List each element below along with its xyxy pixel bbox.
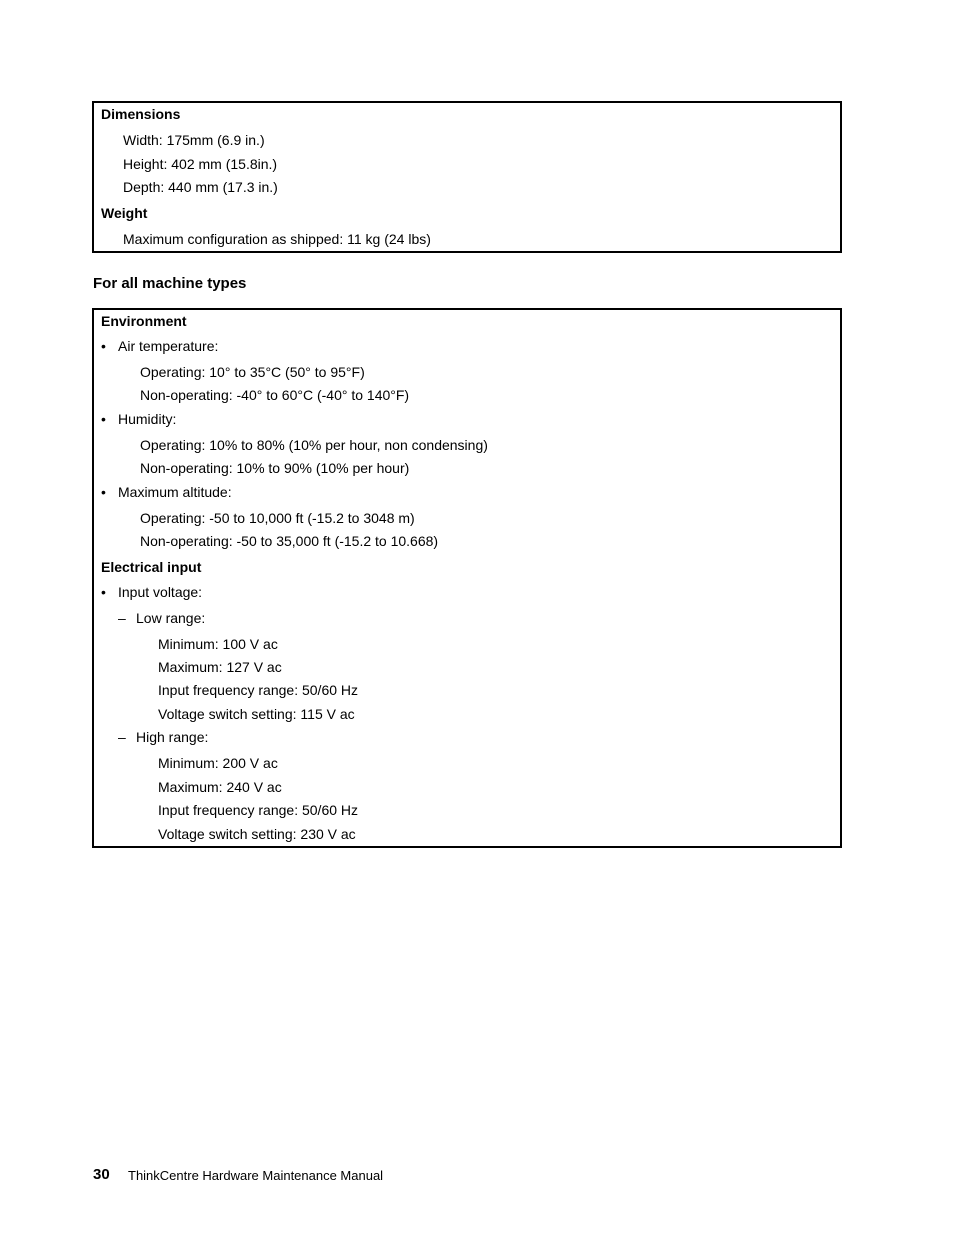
footer-title: ThinkCentre Hardware Maintenance Manual: [128, 1168, 384, 1183]
page-number: 30: [93, 1166, 110, 1183]
high-range-label: High range:: [136, 729, 209, 745]
humidity-operating: Operating: 10% to 80% (10% per hour, non condensing): [140, 437, 488, 453]
dimensions-heading: Dimensions: [101, 106, 181, 122]
dash-icon: –: [118, 729, 126, 745]
bullet-icon: •: [101, 338, 106, 354]
low-range-minimum: Minimum: 100 V ac: [158, 636, 278, 652]
high-range-minimum: Minimum: 200 V ac: [158, 755, 278, 771]
width-value: Width: 175mm (6.9 in.): [123, 132, 265, 148]
dash-icon: –: [118, 610, 126, 626]
high-range-maximum: Maximum: 240 V ac: [158, 779, 282, 795]
low-range-switch: Voltage switch setting: 115 V ac: [158, 706, 355, 722]
input-voltage-label: Input voltage:: [118, 584, 203, 600]
height-value: Height: 402 mm (15.8in.): [123, 156, 278, 172]
air-temperature-non-operating: Non-operating: -40° to 60°C (-40° to 140°F): [140, 387, 410, 403]
air-temperature-operating: Operating: 10° to 35°C (50° to 95°F): [140, 364, 365, 380]
high-range-frequency: Input frequency range: 50/60 Hz: [158, 802, 359, 818]
low-range-frequency: Input frequency range: 50/60 Hz: [158, 682, 359, 698]
environment-heading: Environment: [101, 313, 187, 329]
humidity-non-operating: Non-operating: 10% to 90% (10% per hour): [140, 460, 410, 476]
bullet-icon: •: [101, 484, 106, 500]
humidity-label: Humidity:: [118, 411, 177, 427]
bullet-icon: •: [101, 584, 106, 600]
low-range-maximum: Maximum: 127 V ac: [158, 659, 282, 675]
section-heading: For all machine types: [93, 275, 247, 292]
altitude-label: Maximum altitude:: [118, 484, 232, 500]
depth-value: Depth: 440 mm (17.3 in.): [123, 179, 278, 195]
weight-heading: Weight: [101, 205, 148, 221]
altitude-operating: Operating: -50 to 10,000 ft (-15.2 to 3048 m): [140, 510, 415, 526]
weight-value: Maximum configuration as shipped: 11 kg (24 lbs): [123, 231, 431, 247]
altitude-non-operating: Non-operating: -50 to 35,000 ft (-15.2 to 10.668): [140, 533, 439, 549]
air-temperature-label: Air temperature:: [118, 338, 219, 354]
high-range-switch: Voltage switch setting: 230 V ac: [158, 826, 356, 842]
electrical-heading: Electrical input: [101, 559, 202, 575]
low-range-label: Low range:: [136, 610, 206, 626]
bullet-icon: •: [101, 411, 106, 427]
